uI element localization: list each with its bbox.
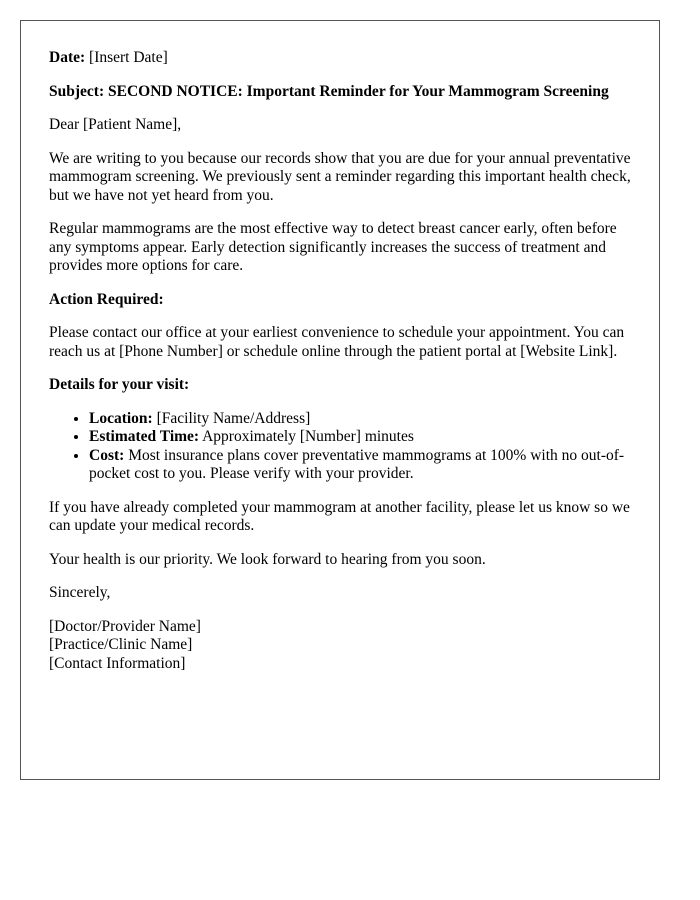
detail-label: Cost: <box>89 446 125 464</box>
practice-name: [Practice/Clinic Name] <box>49 636 193 653</box>
salutation: Dear [Patient Name], <box>49 116 182 133</box>
provider-name: [Doctor/Provider Name] <box>49 617 201 635</box>
date-line <box>49 49 631 68</box>
list-item-cost <box>89 447 631 484</box>
detail-value: Most insurance plans cover preventative mammograms at 100% with no out-of-pocket cost to you. Please verify with your provider. <box>89 446 625 482</box>
contact-information: [Contact Information] <box>49 654 186 672</box>
completed-elsewhere-paragraph: If you have already completed your mammogram at another facility, please let us know so we can update your medical records. <box>49 498 630 534</box>
importance-paragraph: Regular mammograms are the most effective way to detect breast cancer early, often before any symptoms appear. Early detection significantly increases the success of treatment and provides more options for care. <box>49 220 617 274</box>
details-heading: Details for your visit: <box>49 376 190 393</box>
action-paragraph: Please contact our office at your earliest convenience to schedule your appointment. You can reach us at [Phone Number] or schedule online through the patient portal at [Website Link]. <box>49 324 625 360</box>
intro-paragraph: We are writing to you because our records show that you are due for your annual preventative mammogram screening. We previously sent a reminder regarding this important health check, but we have not yet heard from you. <box>49 149 631 204</box>
list-item-location <box>89 410 631 429</box>
detail-value: [Facility Name/Address] <box>156 409 311 427</box>
action-heading: Action Required: <box>49 290 164 308</box>
priority-paragraph: Your health is our priority. We look forward to hearing from you soon. <box>49 550 486 568</box>
details-list <box>49 410 631 484</box>
date-label: Date: <box>49 49 86 66</box>
detail-label: Location: <box>89 409 153 427</box>
signature-block <box>49 618 631 674</box>
list-item-estimated-time <box>89 428 631 447</box>
date-value: [Insert Date] <box>89 49 168 66</box>
closing: Sincerely, <box>49 584 111 601</box>
detail-label: Estimated Time: <box>89 428 200 445</box>
subject-line: Subject: SECOND NOTICE: Important Reminder for Your Mammogram Screening <box>49 82 609 100</box>
detail-value: Approximately [Number] minutes <box>202 428 414 445</box>
letter-page <box>20 20 660 780</box>
